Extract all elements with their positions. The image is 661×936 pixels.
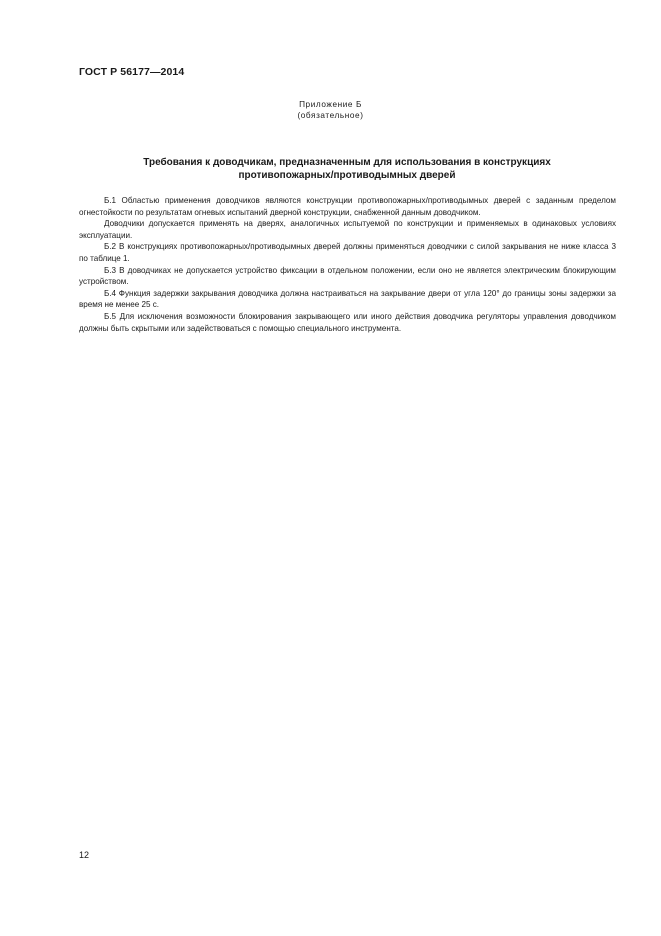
paragraph-b3: Б.3 В доводчиках не допускается устройство фиксации в отдельном положении, если оно не является электрическим блокирующим устройством. [79,265,616,287]
paragraph-b1: Б.1 Областью применения доводчиков являются конструкции противопожарных/противодымных дверей с заданным пределом огнестойкости по результатам огневых испытаний дверной конструкции, снабженной данным доводчиком. [79,196,616,217]
paragraph-b4: Б.4 Функция задержки закрывания доводчика должна настраиваться на закрывание двери от угла 120° до границы зоны задержки за время не менее 25 с. [79,288,616,310]
appendix-status: (обязательное) [297,111,364,120]
body-text [79,195,616,334]
page-number: 12 [79,850,90,860]
section-title [79,156,615,182]
section-title-line-1: Требования к доводчикам, предназначенным для использования в конструкциях [143,157,551,168]
document-code-header: ГОСТ Р 56177—2014 [79,66,185,78]
section-title-line-2: противопожарных/противодымных дверей [238,170,456,181]
paragraph-b2: Б.2 В конструкциях противопожарных/противодымных дверей должны применяться доводчики с силой закрывания не ниже класса 3 по таблице 1. [79,242,616,263]
appendix-title: Приложение Б [299,100,362,109]
appendix-heading [0,99,661,121]
paragraph-b5: Б.5 Для исключения возможности блокирования закрывающего или иного действия доводчика регуляторы управления доводчиком должны быть скрытыми или задействоваться с помощью специального инструмента. [79,311,616,333]
paragraph-b1-note: Доводчики допускается применять на дверях, аналогичных испытуемой по конструкции и применяемых в одинаковых условиях эксплуатации. [79,219,616,240]
